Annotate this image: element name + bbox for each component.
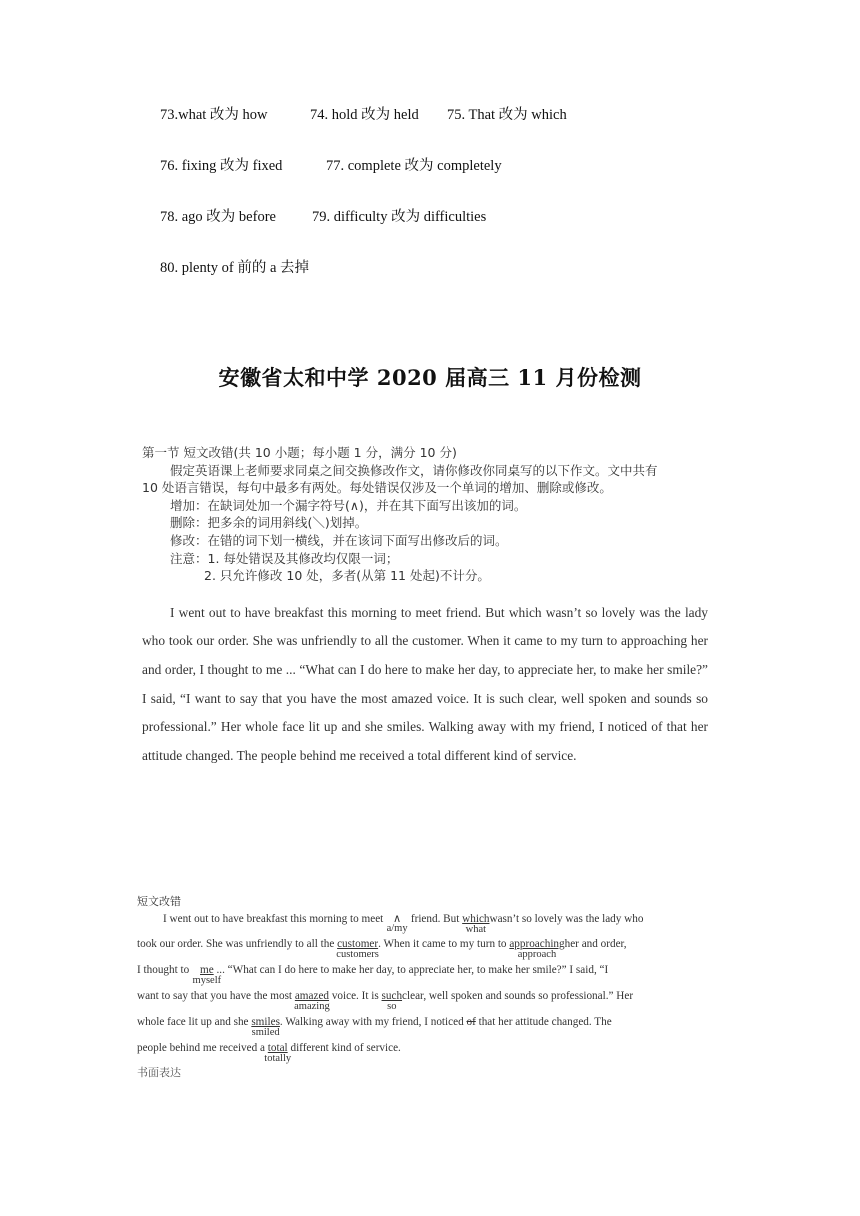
key-text: ... “What can I do here to make her day, to appreciate her, to make her smile?” I said, “I <box>213 964 609 976</box>
key-line <box>137 912 709 938</box>
key-heading: 短文改错 <box>137 895 181 908</box>
answer-item: 76. fixing 改为 fixed <box>160 158 283 174</box>
answer-key-list <box>160 103 567 307</box>
error-word-text: amazed <box>294 990 330 1002</box>
error-word <box>264 1042 292 1064</box>
error-word <box>509 938 565 960</box>
error-word-text: total <box>267 1042 288 1054</box>
correction: amazing <box>294 1001 330 1012</box>
error-word <box>251 1016 280 1038</box>
key-text: want to say that you have the most <box>137 990 293 1002</box>
correction: so <box>387 1001 397 1012</box>
error-word-text: me <box>200 964 214 976</box>
correction: totally <box>264 1053 292 1064</box>
key-text: . Walking away with my friend, I noticed <box>279 1016 464 1028</box>
key-text: friend. But <box>410 913 460 925</box>
key-text: I thought to <box>137 964 190 976</box>
key-text: I went out to have breakfast this morning to meet <box>163 913 384 925</box>
instruction-line: 10 处语言错误，每句中最多有两处。每处错误仅涉及一个单词的增加、删除或修改。 <box>142 480 612 496</box>
answer-item: 75. That 改为 which <box>447 107 567 123</box>
key-line <box>137 1016 709 1042</box>
correction: approach <box>517 949 557 960</box>
insert-mark <box>386 912 408 934</box>
correction: customers <box>336 949 379 960</box>
error-word <box>462 913 490 935</box>
key-line <box>137 964 709 990</box>
instruction-delete: 删除：把多余的词用斜线(＼)划掉。 <box>170 515 368 531</box>
instruction-add: 增加：在缺词处加一个漏字符号(∧)，并在其下面写出该加的词。 <box>170 497 527 513</box>
error-word-text: such <box>381 990 403 1002</box>
caret-symbol: ∧ <box>392 913 402 925</box>
page-title: 安徽省太和中学 2020 届高三 11 月份检测 <box>218 365 642 390</box>
answer-item: 74. hold 改为 held <box>310 107 419 123</box>
key-text: people behind me received a <box>137 1042 265 1054</box>
answer-item: 78. ago 改为 before <box>160 209 276 225</box>
key-text: whole face lit up and she <box>137 1016 249 1028</box>
key-text: her and order, <box>564 938 627 950</box>
correction: myself <box>192 975 222 986</box>
instruction-modify: 修改：在错的词下划一横线，并在该词下面写出修改后的词。 <box>170 532 508 548</box>
error-word <box>294 990 330 1012</box>
cutoff-heading: 书面表达 <box>137 1066 181 1079</box>
error-word <box>336 938 379 960</box>
answer-row <box>160 154 567 205</box>
answer-item: 73.what 改为 how <box>160 107 268 123</box>
key-line <box>137 938 709 964</box>
key-text: voice. It is <box>331 990 379 1002</box>
instruction-line: 假定英语课上老师要求同桌之间交换修改作文，请你修改你同桌写的以下作文。文中共有 <box>170 462 658 478</box>
deleted-word: of <box>466 1016 476 1028</box>
correction: a/my <box>386 923 408 934</box>
key-line <box>137 990 709 1016</box>
correction: what <box>465 924 487 935</box>
section-heading: 第一节 短文改错(共 10 小题；每小题 1 分，满分 10 分) <box>142 445 457 460</box>
error-word-text: approaching <box>509 938 565 950</box>
error-word-text: smiles <box>251 1016 280 1028</box>
answer-row <box>160 205 567 256</box>
correction: smiled <box>251 1027 280 1038</box>
key-text: clear, well spoken and sounds so professional.” Her <box>402 990 634 1002</box>
answer-row <box>160 256 567 307</box>
passage-text: I went out to have breakfast this morning to meet friend. But which wasn’t so lovely was the lady who took our order. She was unfriendly to all the customer. When it came to my turn to approaching her and order, I thought to me ... “What can I do here to make her day, to appreciate her, to make her smile?” I said, “I want to say that you have the most amazed voice. It is such clear, well spoken and sounds so professional.” Her whole face lit up and she smiles. Walking away with my friend, I noticed of that her attitude changed. The people behind me received a total different kind of service. <box>142 604 708 763</box>
key-text: . When it came to my turn to <box>378 938 507 950</box>
key-text: different kind of service. <box>290 1042 401 1054</box>
error-word-text: which <box>462 913 490 925</box>
error-word-text: customer <box>337 938 379 950</box>
answer-row <box>160 103 567 154</box>
answer-item: 79. difficulty 改为 difficulties <box>312 209 487 225</box>
answer-item: 80. plenty of 前的 a 去掉 <box>160 260 310 276</box>
error-word <box>192 964 222 986</box>
key-text: wasn’t so lovely was the lady who <box>489 913 644 925</box>
note-line: 2. 只允许修改 10 处，多者(从第 11 处起)不计分。 <box>204 568 490 584</box>
note-line: 注意：1. 每处错误及其修改均仅限一词； <box>170 550 399 566</box>
error-word <box>381 990 403 1012</box>
answer-item: 77. complete 改为 completely <box>326 158 502 174</box>
key-text: took our order. She was unfriendly to all the <box>137 938 335 950</box>
key-text: that her attitude changed. The <box>478 1016 612 1028</box>
exam-section-image <box>142 444 708 770</box>
instructions <box>142 444 708 585</box>
